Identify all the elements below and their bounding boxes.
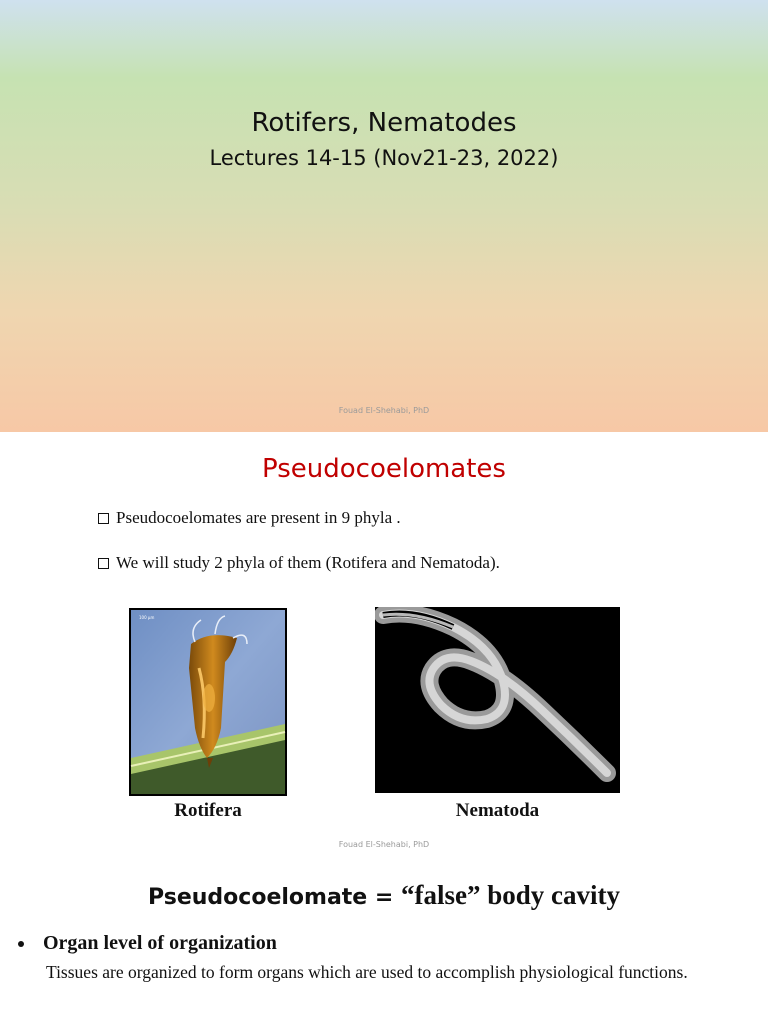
title-slide <box>0 0 768 432</box>
bullet-item <box>98 508 401 528</box>
bullet-heading: Organ level of organization <box>43 932 277 954</box>
bullet-body: Tissues are organized to form organs which are used to accomplish physiological functions. <box>46 962 688 982</box>
slide-footer: Fouad El-Shehabi, PhD <box>338 840 430 849</box>
bullet-text: We will study 2 phyla of them (Rotifera and Nematoda). <box>116 553 500 572</box>
nematode-photo <box>375 607 620 793</box>
image-caption: Rotifera <box>174 800 242 821</box>
slide-title: Rotifers, Nematodes <box>251 108 517 138</box>
slide-subtitle: Lectures 14-15 (Nov21-23, 2022) <box>209 146 559 170</box>
slide-title <box>0 880 768 911</box>
bullet-text: Pseudocoelomates are present in 9 phyla . <box>116 508 401 527</box>
pseudocoelomates-slide <box>0 432 768 864</box>
checkbox-bullet-icon <box>98 513 109 524</box>
checkbox-bullet-icon <box>98 558 109 569</box>
bullet-item <box>18 932 277 955</box>
bullet-dot-icon <box>18 941 24 947</box>
title-term: Pseudocoelomate = <box>148 885 401 910</box>
slide-footer: Fouad El-Shehabi, PhD <box>338 406 430 415</box>
slide-title: Pseudocoelomates <box>262 454 506 484</box>
bullet-item <box>98 553 500 573</box>
image-caption: Nematoda <box>455 800 540 821</box>
svg-text:100 µm: 100 µm <box>139 615 155 620</box>
definition-slide <box>0 864 768 1024</box>
rotifer-photo <box>129 608 287 796</box>
title-definition: “false” body cavity <box>400 880 620 910</box>
